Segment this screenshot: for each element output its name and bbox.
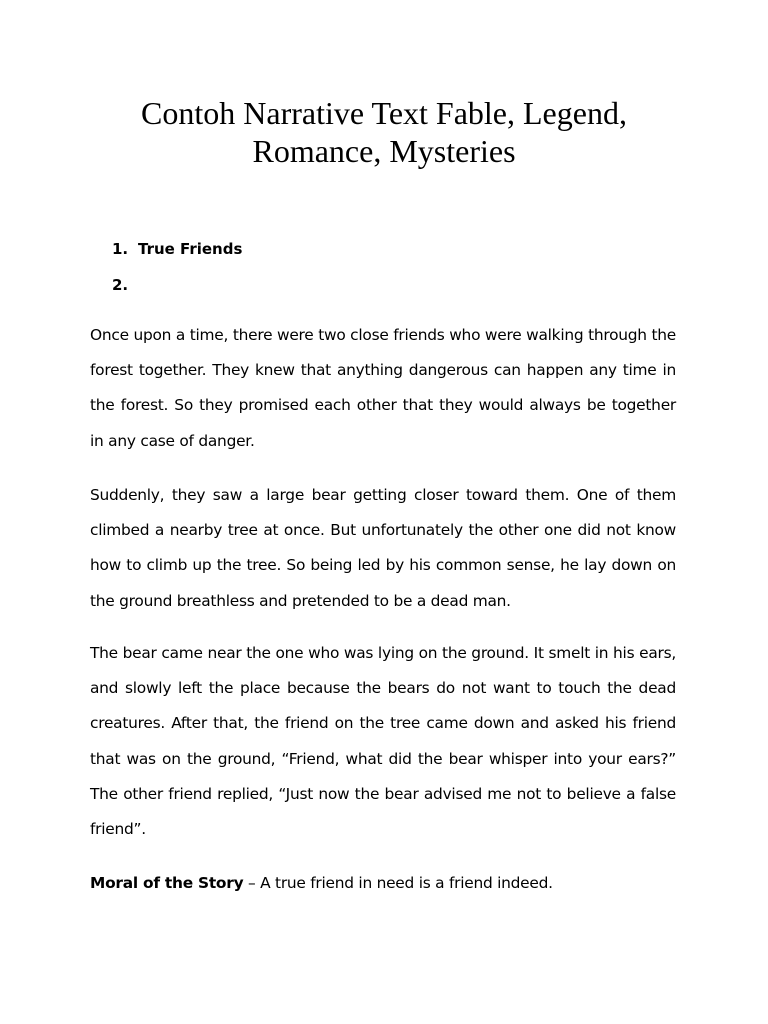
list-item-label: True Friends — [138, 240, 243, 258]
list-item — [112, 270, 242, 306]
moral-of-story — [90, 866, 676, 901]
paragraph-3: The bear came near the one who was lying on the ground. It smelt in his ears, and slowly left the place because the bears do not want to touch the dead creatures. After that, the friend on the tree came down and asked his friend that was on the ground, “Friend, what did the bear whisper into your ears?” The other friend replied, “Just now the bear advised me not to believe a false friend”. — [90, 644, 676, 839]
page-title — [60, 94, 708, 170]
moral-label: Moral of the Story — [90, 874, 244, 892]
paragraph-1: Once upon a time, there were two close friends who were walking through the forest together. They knew that anything dangerous can happen any time in the forest. So they promised each other that they would always be together in any case of danger. — [90, 326, 676, 450]
list-item — [112, 234, 242, 270]
numbered-list — [112, 234, 242, 306]
title-line-2: Romance, Mysteries — [252, 133, 516, 169]
paragraph-2: Suddenly, they saw a large bear getting closer toward them. One of them climbed a nearby tree at once. But unfortunately the other one did not know how to climb up the tree. So being led by his common sense, he lay down on the ground breathless and pretended to be a dead man. — [90, 486, 676, 610]
title-line-1: Contoh Narrative Text Fable, Legend, — [141, 95, 627, 131]
list-item-number: 1. — [112, 240, 129, 258]
list-item-number: 2. — [112, 276, 129, 294]
moral-text: A true friend in need is a friend indeed. — [260, 874, 553, 892]
moral-separator: – — [243, 874, 261, 892]
